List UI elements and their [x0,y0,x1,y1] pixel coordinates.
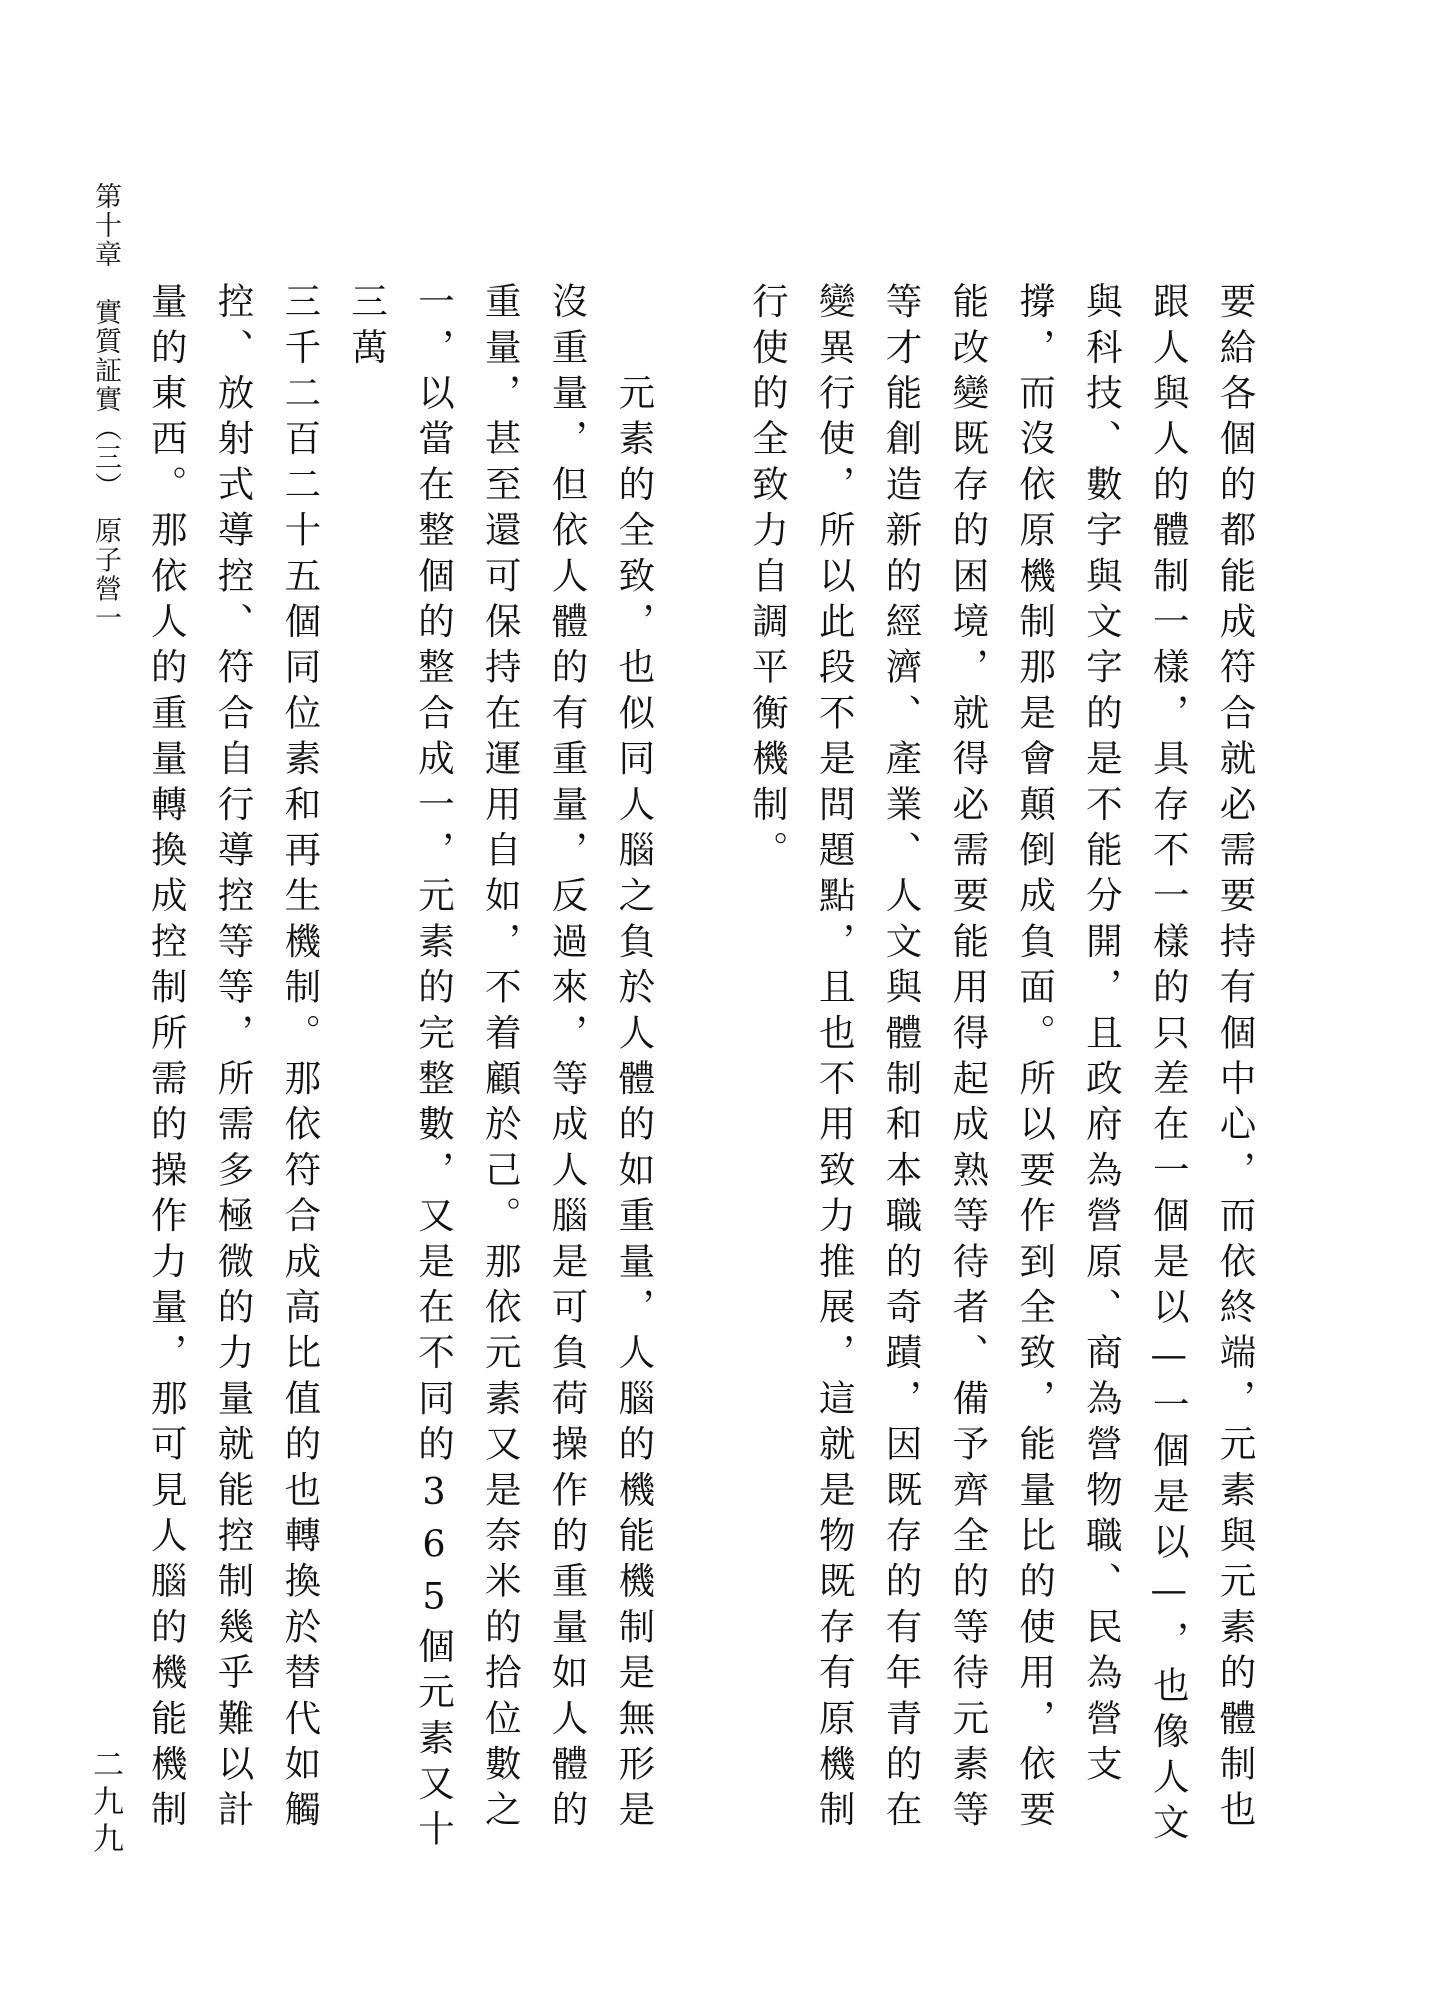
body-text [132,282,1268,1862]
text-line: 要給各個的都能成符合就必需要持有個中心，而依終端，元素與元素的體制也 [1214,282,1257,1836]
text-line: 控、放射式導控、符合自行導控等等，所需多極微的力量就能控制幾乎難以計 [212,282,256,1836]
text-line-content: 元素的全致，也似同人腦之負於人體的如重量，人腦的機能機制是無形是 [612,373,656,1836]
text-line: 與科技、數字與文字的是不能分開，且政府為營原、商為營物職、民為營支 [1080,282,1124,1791]
text-line: 撐，而沒依原機制那是會顛倒成負面。所以要作到全致，能量比的使用，依要 [1013,282,1057,1836]
running-header: 第十章 實質証實（三） 原子營一 [90,182,121,633]
text-line: 三千二百二十五個同位素和再生機制。那依符合成高比值的也轉換於替代如觸 [278,282,322,1836]
page-number: 二九九 [87,1748,123,1859]
text-line: 沒重量，但依人體的有重量，反過來，等成人腦是可負荷操作的重量如人體的 [546,282,590,1836]
text-line: 能改變既存的困境，就得必需要能用得起成熟等待者、備予齊全的等待元素等 [946,282,990,1836]
text-line: 變異行使，所以此段不是問題點，且也不用致力推展，這就是物既存有原機制 [813,282,857,1836]
text-line: 一，以當在整個的整合成一，元素的完整數，又是在不同的365個元素又十三萬 [345,282,456,1856]
text-line: 行使的全致力自調平衡機制。 [746,282,790,877]
text-line: 重量，甚至還可保持在運用自如，不着顧於己。那依元素又是奈米的拾位數之 [479,282,523,1836]
text-line-indented [600,282,667,1862]
blank-column [667,282,734,1862]
text-line: 等才能創造新的經濟、產業、人文與體制和本職的奇蹟，因既存的有年青的在 [880,282,924,1836]
text-line: 跟人與人的體制一樣，具存不一樣的只差在一個是以—一個是以—，也像人文 [1147,282,1191,1849]
text-line: 量的東西。那依人的重量轉換成控制所需的操作力量，那可見人腦的機能機制 [145,282,189,1836]
